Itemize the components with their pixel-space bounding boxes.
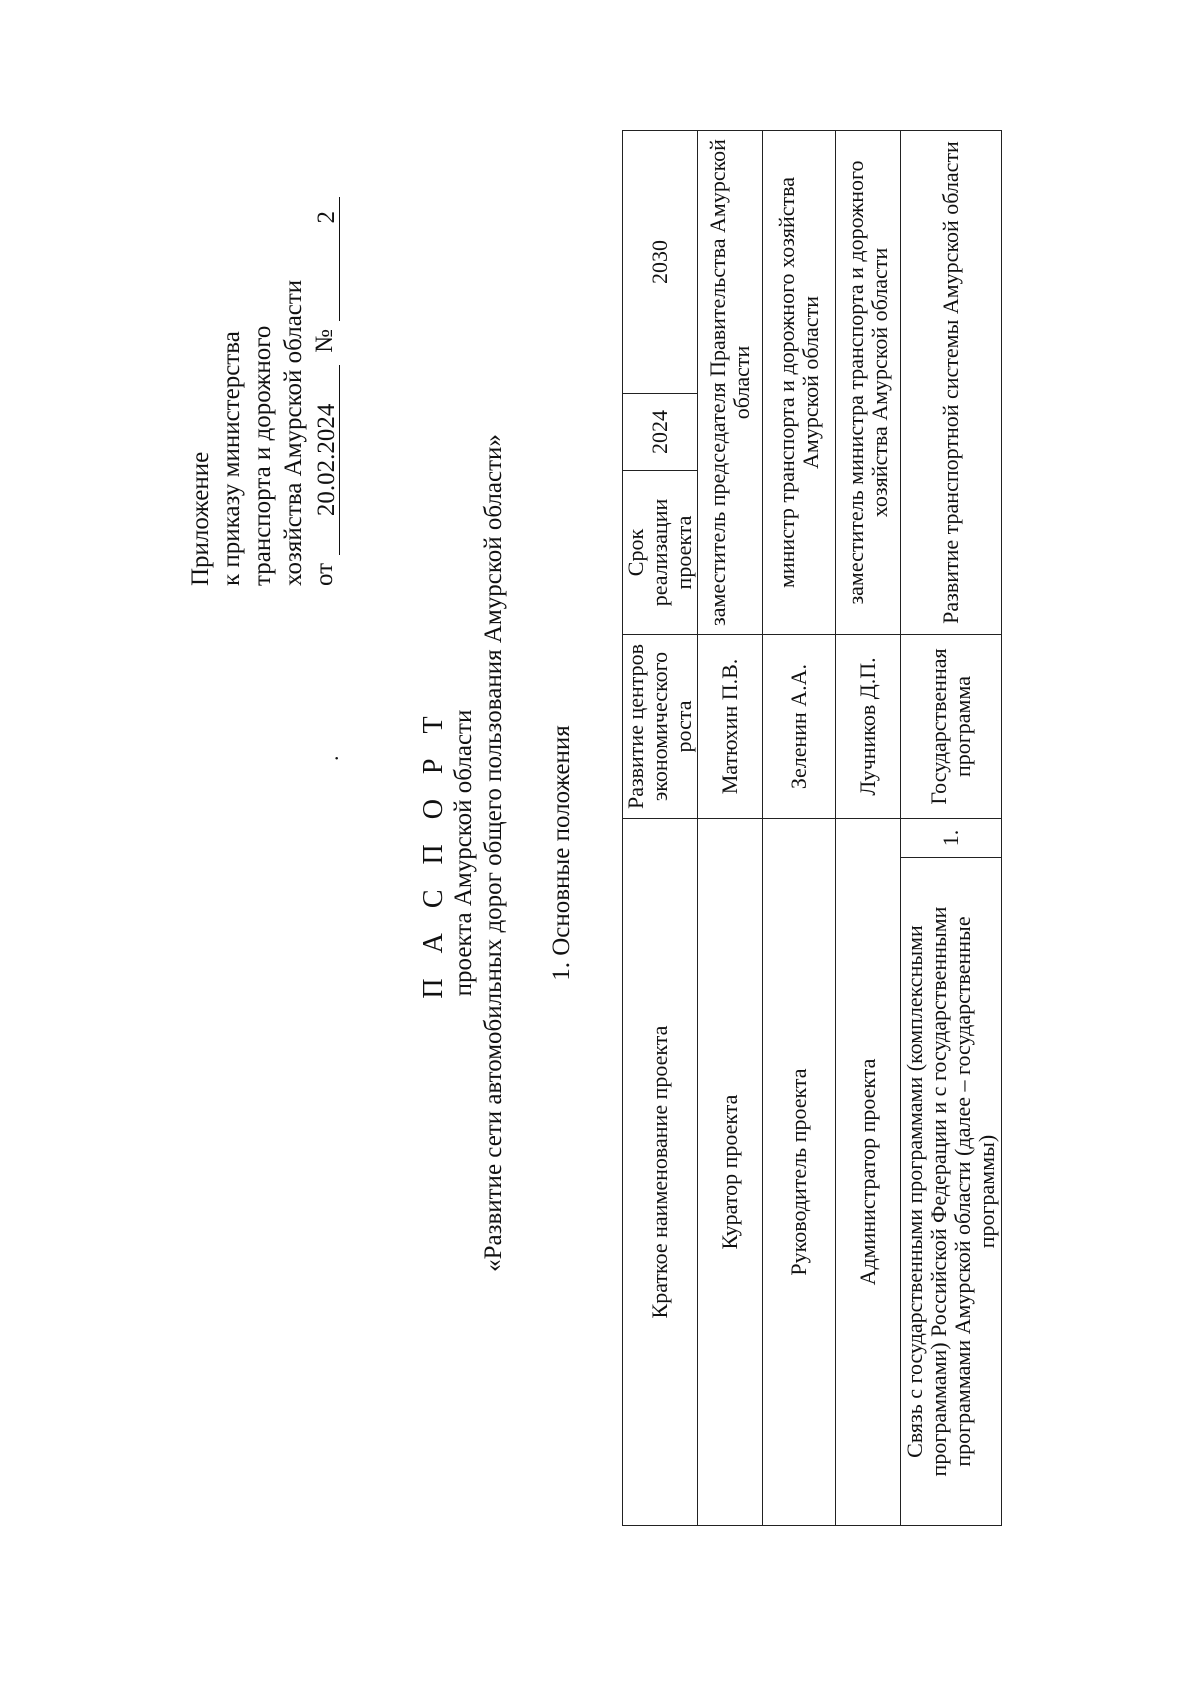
appendix-line-3: транспорта и дорожного [249, 325, 276, 586]
table-row-curator [698, 131, 763, 1526]
programs-number: 1. [901, 819, 1002, 858]
stray-mark: . [318, 755, 343, 761]
table-row-administrator [836, 131, 901, 1526]
document-subtitle: проекта Амурской области [450, 709, 477, 997]
curator-position: заместитель председателя Правительства Амурской области [698, 131, 763, 635]
short-name-value: Развитие центров экономического роста [623, 635, 698, 819]
curator-label: Куратор проекта [698, 819, 763, 1526]
appendix-block [185, 146, 340, 586]
head-position: министр транспорта и дорожного хозяйства Амурской области [763, 131, 836, 635]
table-row-short-name [623, 131, 698, 1526]
passport-table [622, 130, 1002, 1526]
table-row-head [763, 131, 836, 1526]
short-name-label: Краткое наименование проекта [623, 819, 698, 1526]
programs-type: Государственная программа [901, 635, 1002, 819]
number-label: № [311, 329, 338, 353]
period-label: Срок реализации проекта [623, 471, 698, 635]
programs-label: Связь с государственными программами (комплексными программами) Российской Федерации и с государственными программами Амурской области (далее – государственные программы) [901, 858, 1002, 1526]
administrator-position: заместитель министра транспорта и дорожного хозяйства Амурской области [836, 131, 901, 635]
appendix-date-number-row [309, 146, 340, 586]
appendix-line-4: хозяйства Амурской области [280, 279, 307, 586]
appendix-line-1: Приложение [187, 451, 214, 586]
head-name: Зеленин А.А. [763, 635, 836, 819]
appendix-date: 20.02.2024 [315, 365, 340, 555]
document-title: П А С П О Р Т [418, 707, 449, 999]
table-row-programs [901, 131, 1002, 1526]
period-end-year: 2030 [623, 131, 698, 394]
project-full-name: «Развитие сети автомобильных дорог общего пользования Амурской области» [480, 434, 507, 1272]
programs-value: Развитие транспортной системы Амурской области [901, 131, 1002, 635]
administrator-name: Лучников Д.П. [836, 635, 901, 819]
from-label: от [311, 562, 338, 586]
administrator-label: Администратор проекта [836, 819, 901, 1526]
section-heading: 1. Основные положения [548, 725, 575, 981]
curator-name: Матюхин П.В. [698, 635, 763, 819]
period-start-year: 2024 [623, 394, 698, 471]
appendix-number: 2 [315, 197, 340, 321]
appendix-line-2: к приказу министерства [218, 331, 245, 586]
head-label: Руководитель проекта [763, 819, 836, 1526]
